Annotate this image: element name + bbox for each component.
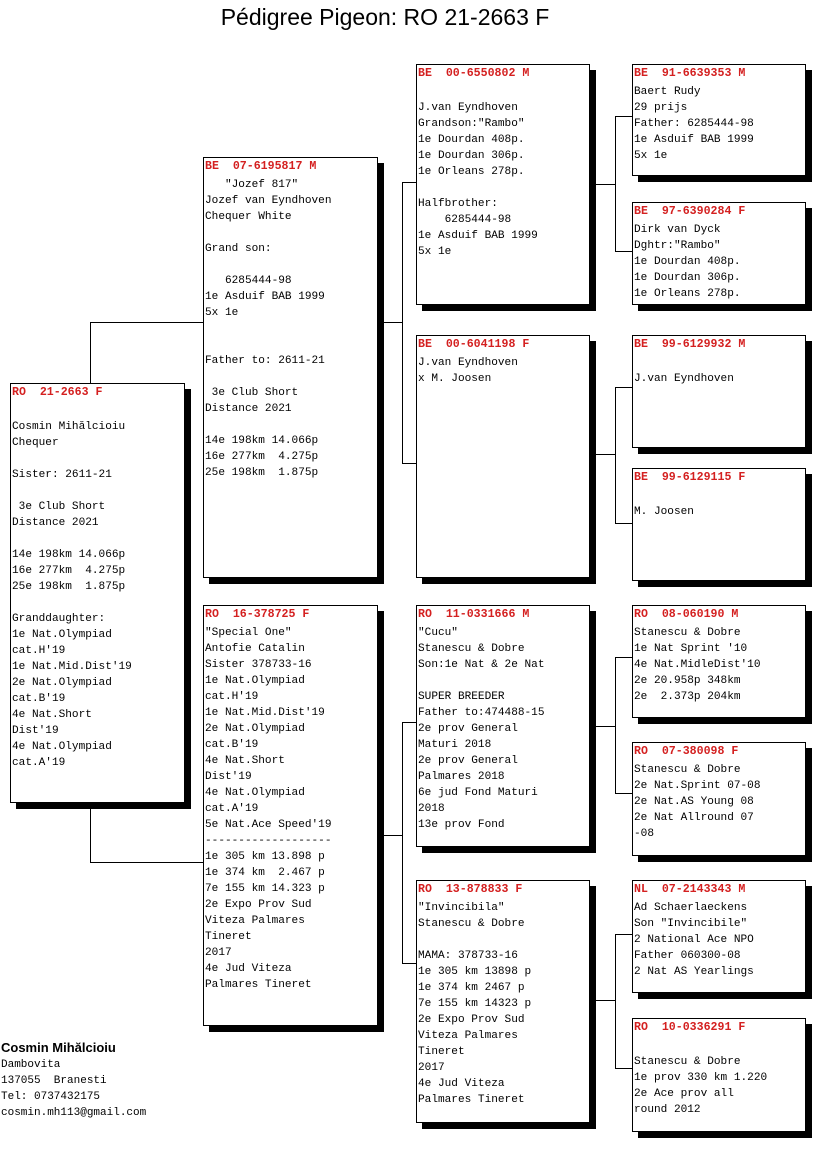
pedigree-note-line: Dist'19	[12, 725, 59, 737]
pedigree-note-line: 16e 277km 4.275p	[205, 451, 319, 463]
pedigree-note-line	[12, 451, 184, 467]
pedigree-note-line: Father to: 2611-21	[205, 355, 325, 367]
great-grandparent-card-mmf	[632, 880, 806, 993]
pedigree-note-line: 4e Nat.Olympiad	[12, 741, 112, 753]
pedigree-note-line: Tineret	[205, 931, 252, 943]
pedigree-note-line	[205, 369, 377, 385]
pedigree-note-line: 4e Nat.Short	[12, 709, 92, 721]
owner-contact-block	[1, 1039, 146, 1121]
great-grandparent-card-fff	[632, 64, 806, 176]
pedigree-note-line: Granddaughter:	[12, 613, 106, 625]
pedigree-note-line: cat.H'19	[12, 645, 66, 657]
ring-number: BE 07-6195817 M	[205, 160, 317, 173]
pedigree-note-line: 2 National Ace NPO	[634, 934, 754, 946]
pedigree-note-line: 1e Orleans 278p.	[418, 166, 525, 178]
pedigree-note-line: Palmares Tineret	[205, 979, 312, 991]
pedigree-note-line: 1e Nat.Mid.Dist'19	[12, 661, 132, 673]
pedigree-note-line: -08	[634, 828, 654, 840]
pedigree-note-line: 16e 277km 4.275p	[12, 565, 126, 577]
ring-number: RO 08-060190 M	[634, 608, 739, 621]
ring-number: RO 11-0331666 M	[418, 608, 530, 621]
pedigree-note-line: Son "Invincibile"	[634, 918, 748, 930]
ring-number: RO 16-378725 F	[205, 608, 310, 621]
pedigree-note-line: 6285444-98	[418, 214, 512, 226]
pedigree-note-line: 1e 374 km 2.467 p	[205, 867, 325, 879]
pedigree-note-line: Stanescu & Dobre	[634, 627, 741, 639]
pedigree-note-line	[12, 531, 184, 547]
pedigree-note-line: 1e 305 km 13.898 p	[205, 851, 325, 863]
pedigree-note-line: Stanescu & Dobre	[418, 643, 525, 655]
pedigree-note-line	[418, 673, 589, 689]
pedigree-note-line: 2 Nat AS Yearlings	[634, 966, 754, 978]
pedigree-note-line	[205, 337, 377, 353]
pedigree-note-line	[418, 84, 589, 100]
great-grandparent-card-mff	[632, 605, 806, 718]
pedigree-note-line: 2e prov General	[418, 755, 518, 767]
great-grandparent-card-mmm	[632, 1018, 806, 1132]
pedigree-note-line	[205, 225, 377, 241]
great-grandparent-card-fmm	[632, 468, 806, 581]
pedigree-note-line: Dist'19	[205, 771, 252, 783]
pedigree-note-line: 2e Ace prov all	[634, 1088, 734, 1100]
pedigree-note-line: 13e prov Fond	[418, 819, 505, 831]
pedigree-note-line: J.van Eyndhoven	[418, 102, 518, 114]
subject-pigeon-card	[10, 383, 185, 803]
pedigree-note-line: 2017	[418, 1062, 445, 1074]
pedigree-note-line: 4e Jud Viteza	[205, 963, 292, 975]
pedigree-note-line: 2e Nat.Olympiad	[12, 677, 112, 689]
owner-region: Dambovita	[1, 1059, 61, 1071]
maternal-grandfather-card	[416, 605, 590, 847]
pedigree-note-line: 1e Nat Sprint '10	[634, 643, 748, 655]
pedigree-note-line: Dghtr:"Rambo"	[634, 240, 721, 252]
page-title: Pédigree Pigeon: RO 21-2663 F	[220, 4, 550, 30]
pedigree-note-line: 1e Dourdan 408p.	[634, 256, 741, 268]
pedigree-note-line: J.van Eyndhoven	[418, 357, 518, 369]
pedigree-note-line: 3e Club Short	[205, 387, 299, 399]
pedigree-note-line	[205, 321, 377, 337]
ring-number: RO 21-2663 F	[12, 386, 103, 399]
pedigree-note-line: 2e Expo Prov Sud	[418, 1014, 525, 1026]
pedigree-note-line: Cosmin Mihălcioiu	[12, 421, 126, 433]
pedigree-note-line	[418, 932, 589, 948]
pedigree-note-line: 2e Nat.AS Young 08	[634, 796, 754, 808]
pedigree-note-line	[205, 417, 377, 433]
ring-number: RO 13-878833 F	[418, 883, 523, 896]
pedigree-note-line: 1e 374 km 2467 p	[418, 982, 525, 994]
pedigree-note-line: Maturi 2018	[418, 739, 492, 751]
pedigree-note-line: "Jozef 817"	[205, 179, 299, 191]
great-grandparent-card-ffm	[632, 202, 806, 305]
pedigree-note-line	[634, 1038, 805, 1054]
pedigree-note-line: Jozef van Eyndhoven	[205, 195, 332, 207]
pedigree-note-line: Viteza Palmares	[205, 915, 305, 927]
ring-number: BE 00-6550802 M	[418, 67, 530, 80]
pedigree-note-line: 2017	[205, 947, 232, 959]
pedigree-note-line	[12, 483, 184, 499]
pedigree-note-line: 6285444-98	[205, 275, 292, 287]
owner-email: cosmin.mh113@gmail.com	[1, 1107, 147, 1119]
owner-name: Cosmin Mihălcioiu	[1, 1040, 116, 1055]
pedigree-note-line: 1e Asduif BAB 1999	[634, 134, 754, 146]
ring-number: RO 10-0336291 F	[634, 1021, 746, 1034]
pedigree-note-line: Grandson:"Rambo"	[418, 118, 525, 130]
pedigree-note-line: Chequer	[12, 437, 59, 449]
pedigree-note-line: Halfbrother:	[418, 198, 498, 210]
pedigree-note-line: 4e Nat.Short	[205, 755, 285, 767]
pedigree-note-line: 14e 198km 14.066p	[12, 549, 126, 561]
pedigree-note-line: 2e prov General	[418, 723, 518, 735]
pedigree-note-line: 1e Asduif BAB 1999	[205, 291, 325, 303]
pedigree-note-line: round 2012	[634, 1104, 701, 1116]
pedigree-note-line: 2018	[418, 803, 445, 815]
pedigree-note-line: J.van Eyndhoven	[634, 373, 734, 385]
pedigree-note-line: 2e Expo Prov Sud	[205, 899, 312, 911]
pedigree-note-line: 2e Nat Allround 07	[634, 812, 754, 824]
ring-number: BE 97-6390284 F	[634, 205, 746, 218]
pedigree-note-line: 4e Nat.Olympiad	[205, 787, 305, 799]
pedigree-note-line: Dirk van Dyck	[634, 224, 721, 236]
pedigree-note-line: 14e 198km 14.066p	[205, 435, 319, 447]
pedigree-note-line: 1e Dourdan 408p.	[418, 134, 525, 146]
pedigree-note-line: Distance 2021	[205, 403, 292, 415]
pedigree-note-line: SUPER BREEDER	[418, 691, 505, 703]
pedigree-note-line: Father to:474488-15	[418, 707, 545, 719]
pedigree-note-line: cat.B'19	[12, 693, 66, 705]
pedigree-note-line: 4e Nat.MidleDist'10	[634, 659, 761, 671]
pedigree-note-line: Palmares Tineret	[418, 1094, 525, 1106]
pedigree-note-line: 1e Asduif BAB 1999	[418, 230, 538, 242]
pedigree-note-line: 5x 1e	[205, 307, 239, 319]
pedigree-note-line: "Special One"	[205, 627, 292, 639]
pedigree-note-line: -------------------	[205, 835, 332, 847]
ring-number: BE 91-6639353 M	[634, 67, 746, 80]
owner-address: 137055 Branesti	[1, 1075, 107, 1087]
ring-number: BE 00-6041198 F	[418, 338, 530, 351]
ring-number: NL 07-2143343 M	[634, 883, 746, 896]
pedigree-note-line: 7e 155 km 14323 p	[418, 998, 532, 1010]
pedigree-note-line: Stanescu & Dobre	[418, 918, 525, 930]
pedigree-note-line: 5e Nat.Ace Speed'19	[205, 819, 332, 831]
pedigree-note-line: cat.A'19	[205, 803, 259, 815]
pedigree-note-line: 2e Nat.Sprint 07-08	[634, 780, 761, 792]
pedigree-note-line: Sister 378733-16	[205, 659, 312, 671]
pedigree-note-line: Son:1e Nat & 2e Nat	[418, 659, 545, 671]
pedigree-note-line: Stanescu & Dobre	[634, 1056, 741, 1068]
pedigree-note-line: cat.B'19	[205, 739, 259, 751]
pedigree-note-line: 4e Jud Viteza	[418, 1078, 505, 1090]
pedigree-note-line: 1e Orleans 278p.	[634, 288, 741, 300]
pedigree-note-line: 1e 305 km 13898 p	[418, 966, 532, 978]
pedigree-note-line	[12, 403, 184, 419]
pedigree-note-line: Tineret	[418, 1046, 465, 1058]
pedigree-note-line: 25e 198km 1.875p	[12, 581, 126, 593]
mother-card	[203, 605, 378, 1026]
pedigree-note-line: 1e Nat.Olympiad	[12, 629, 112, 641]
pedigree-note-line: 3e Club Short	[12, 501, 106, 513]
pedigree-note-line: Stanescu & Dobre	[634, 764, 741, 776]
pedigree-note-line: 1e prov 330 km 1.220	[634, 1072, 768, 1084]
pedigree-note-line: Grand son:	[205, 243, 272, 255]
pedigree-note-line: 1e Nat.Mid.Dist'19	[205, 707, 325, 719]
pedigree-note-line: Chequer White	[205, 211, 292, 223]
pedigree-note-line: 2e 2.373p 204km	[634, 691, 741, 703]
pedigree-note-line: Palmares 2018	[418, 771, 505, 783]
pedigree-note-line: MAMA: 378733-16	[418, 950, 518, 962]
father-card	[203, 157, 378, 578]
pedigree-note-line: 6e jud Fond Maturi	[418, 787, 538, 799]
pedigree-note-line: 1e Dourdan 306p.	[418, 150, 525, 162]
pedigree-note-line: Ad Schaerlaeckens	[634, 902, 748, 914]
pedigree-note-line: "Cucu"	[418, 627, 458, 639]
maternal-grandmother-card	[416, 880, 590, 1123]
pedigree-note-line: Viteza Palmares	[418, 1030, 518, 1042]
pedigree-note-line: Antofie Catalin	[205, 643, 305, 655]
pedigree-note-line: Father: 6285444-98	[634, 118, 754, 130]
pedigree-note-line: 25e 198km 1.875p	[205, 467, 319, 479]
paternal-grandfather-card	[416, 64, 590, 305]
paternal-grandmother-card	[416, 335, 590, 578]
pedigree-note-line: M. Joosen	[634, 506, 694, 518]
pedigree-note-line: Distance 2021	[12, 517, 99, 529]
owner-phone: Tel: 0737432175	[1, 1091, 101, 1103]
pedigree-note-line: 2e 20.958p 348km	[634, 675, 741, 687]
pedigree-note-line: 5x 1e	[634, 150, 668, 162]
pedigree-note-line: 1e Dourdan 306p.	[634, 272, 741, 284]
pedigree-note-line	[418, 180, 589, 196]
pedigree-note-line: cat.A'19	[12, 757, 66, 769]
pedigree-note-line: 5x 1e	[418, 246, 452, 258]
great-grandparent-card-fmf	[632, 335, 806, 448]
pedigree-note-line: Sister: 2611-21	[12, 469, 112, 481]
pedigree-note-line	[634, 355, 805, 371]
ring-number: BE 99-6129115 F	[634, 471, 746, 484]
pedigree-note-line	[205, 257, 377, 273]
pedigree-note-line	[634, 488, 805, 504]
pedigree-note-line: 7e 155 km 14.323 p	[205, 883, 325, 895]
pedigree-note-line: "Invincibila"	[418, 902, 505, 914]
pedigree-note-line: x M. Joosen	[418, 373, 492, 385]
ring-number: RO 07-380098 F	[634, 745, 739, 758]
great-grandparent-card-mfm	[632, 742, 806, 856]
pedigree-note-line	[12, 595, 184, 611]
pedigree-note-line: 29 prijs	[634, 102, 688, 114]
pedigree-note-line: Father 060300-08	[634, 950, 741, 962]
pedigree-note-line: 1e Nat.Olympiad	[205, 675, 305, 687]
ring-number: BE 99-6129932 M	[634, 338, 746, 351]
pedigree-note-line: 2e Nat.Olympiad	[205, 723, 305, 735]
pedigree-note-line: Baert Rudy	[634, 86, 701, 98]
pedigree-note-line: cat.H'19	[205, 691, 259, 703]
